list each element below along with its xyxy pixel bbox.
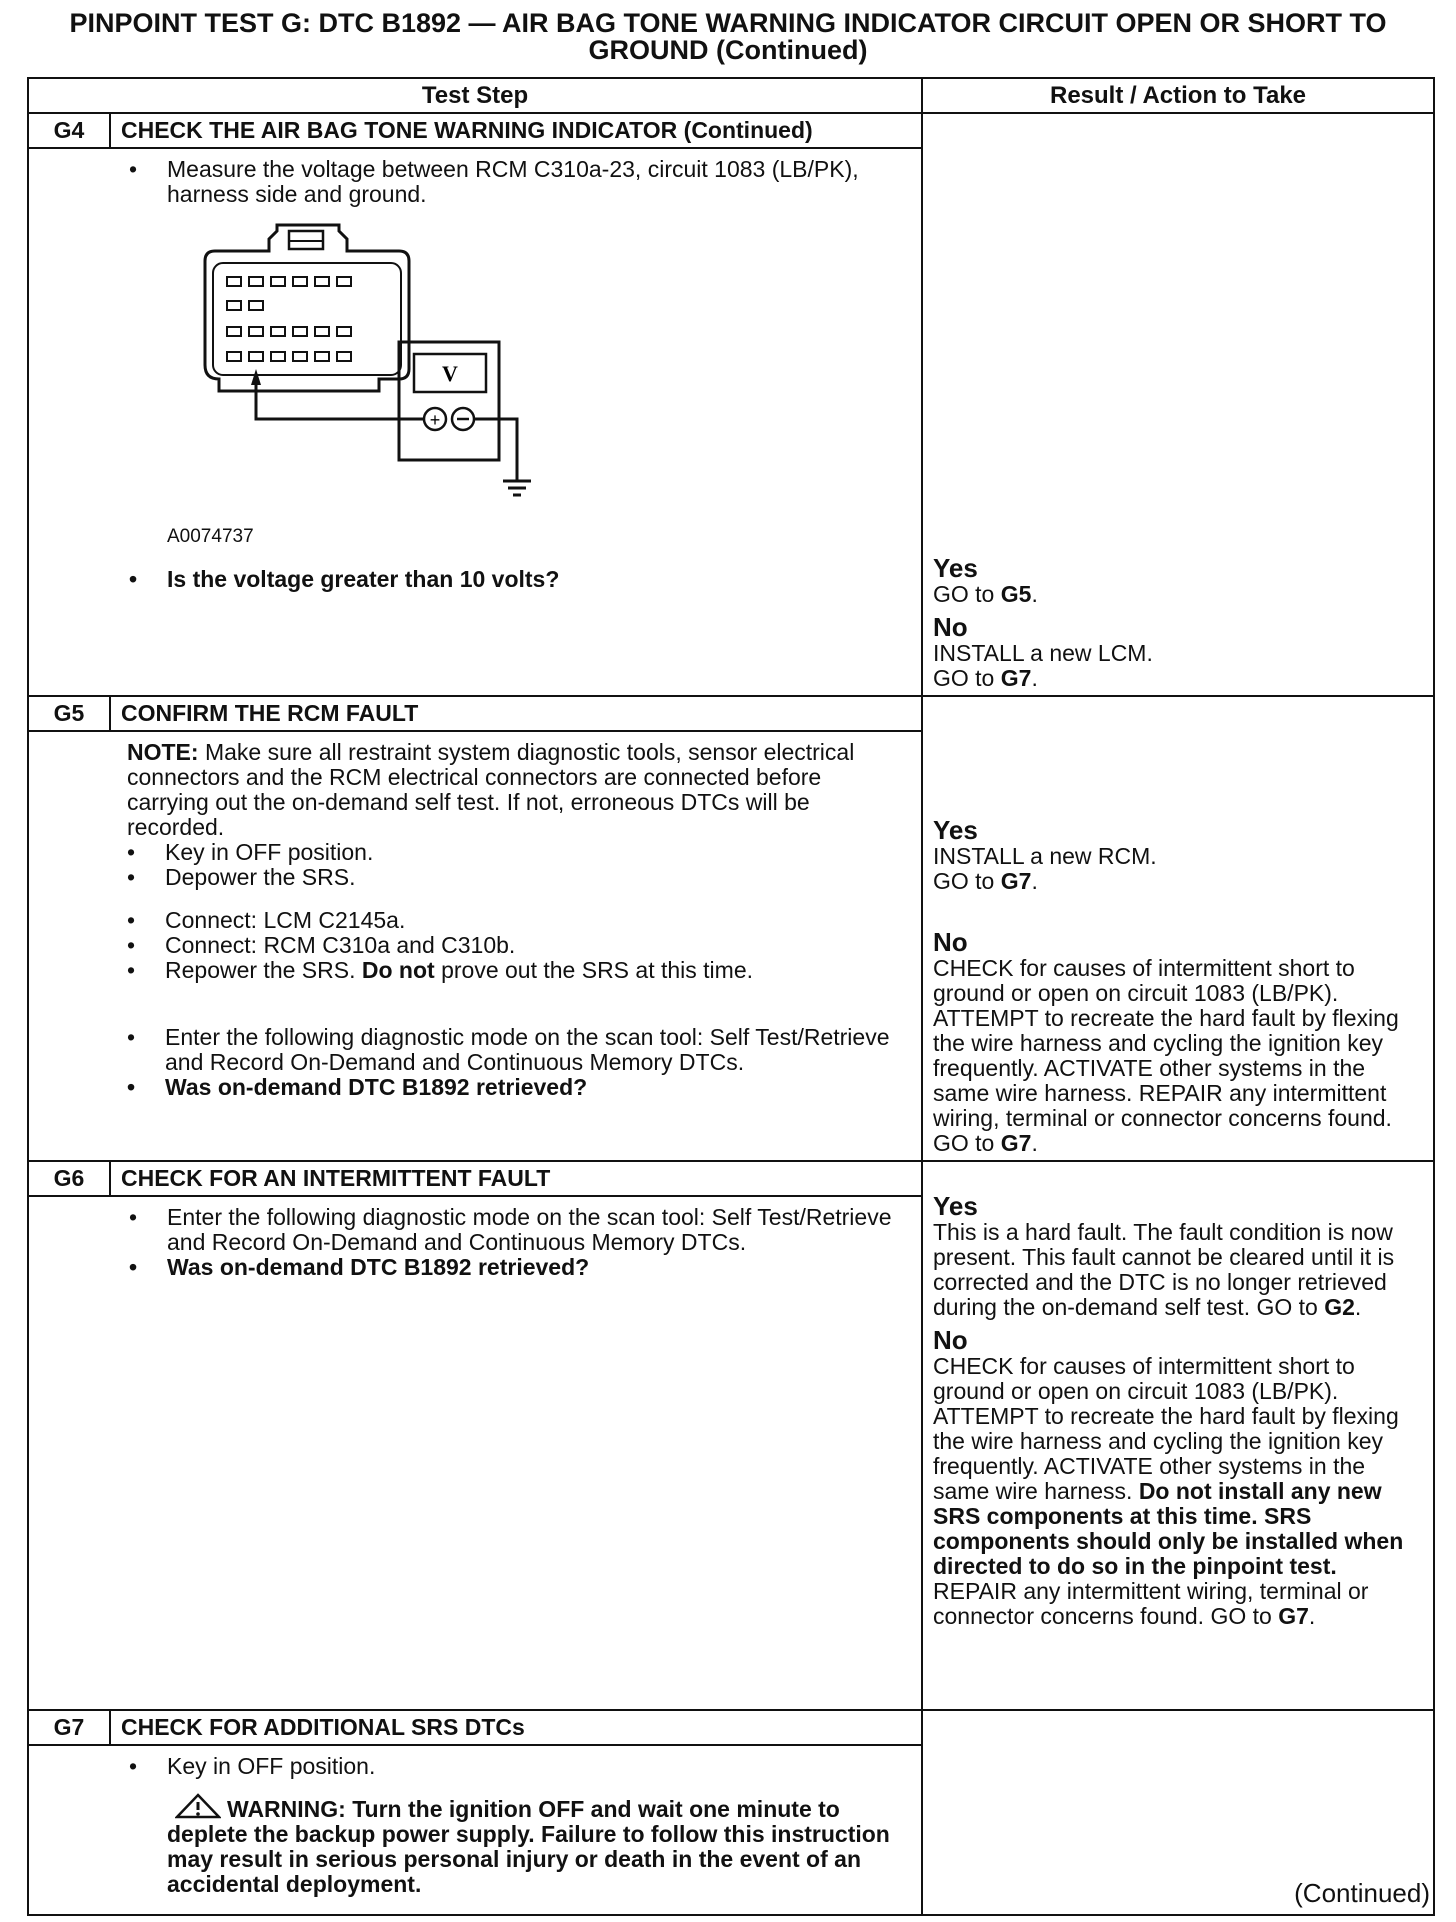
yes-action: GO to G5. [933, 581, 1038, 607]
title-line-2: GROUND (Continued) [588, 35, 868, 65]
yes-label: Yes [933, 815, 978, 845]
result-cell-g6 [922, 1161, 1434, 1710]
pinpoint-test-table [27, 77, 1435, 1916]
bullet: • Connect: LCM C2145a. [127, 908, 901, 933]
question-bullet: • Was on-demand DTC B1892 retrieved? [127, 1075, 901, 1100]
bullet: • Key in OFF position. [127, 840, 901, 865]
bullet: • Connect: RCM C310a and C310b. [127, 933, 901, 958]
bullet: • Key in OFF position. [129, 1754, 901, 1779]
step-body [28, 731, 922, 1161]
step-title: CHECK FOR ADDITIONAL SRS DTCs [110, 1710, 922, 1745]
page-title [20, 10, 1436, 64]
connector-voltmeter-diagram [199, 219, 679, 524]
title-line-1: PINPOINT TEST G: DTC B1892 — AIR BAG TONE WARNING INDICATOR CIRCUIT OPEN OR SHORT TO [69, 8, 1387, 38]
step-id: G4 [28, 113, 110, 148]
result-cell-g4 [922, 113, 1434, 696]
step-body [28, 148, 922, 696]
step-row-g7 [28, 1710, 1434, 1745]
table-header-row [28, 78, 1434, 113]
meter-label: V [442, 361, 458, 386]
step-id: G5 [28, 696, 110, 731]
step-title: CHECK THE AIR BAG TONE WARNING INDICATOR (Continued) [110, 113, 922, 148]
no-action-2: GO to G7. [933, 665, 1038, 691]
no-action: CHECK for causes of intermittent short to ground or open on circuit 1083 (LB/PK). ATTEMPT to recreate the hard fault by flexing the wire harness and cycling the ignition key frequently. ACTIVATE other systems in the same wire harness. REPAIR any intermittent wiring, terminal or connector concerns found. GO to G7. [933, 955, 1399, 1156]
warning-triangle-icon [175, 1793, 221, 1819]
yes-label: Yes [933, 553, 978, 583]
step-row-g4 [28, 113, 1434, 148]
no-label: No [933, 927, 968, 957]
no-action: CHECK for causes of intermittent short to ground or open on circuit 1083 (LB/PK). ATTEMPT to recreate the hard fault by flexing the wire harness and cycling the ignition key frequently. ACTIVATE other systems in the same wire harness. Do not install any new SRS components at this time. SRS components should only be installed when directed to do so in the pinpoint test. REPAIR any intermittent wiring, terminal or connector concerns found. GO to G7. [933, 1353, 1404, 1629]
svg-text:+: + [429, 410, 441, 430]
yes-action-1: INSTALL a new RCM. [933, 843, 1157, 869]
warning-text: WARNING: Turn the ignition OFF and wait one minute to deplete the backup power supply. Failure to follow this instruction may result in serious personal injury or death in the event of an accidental deployment. [129, 1793, 901, 1897]
question-bullet: • Was on-demand DTC B1892 retrieved? [129, 1255, 901, 1280]
step-body [28, 1745, 922, 1915]
bullet: • Repower the SRS. Do not prove out the SRS at this time. [127, 958, 901, 983]
no-action-1: INSTALL a new LCM. [933, 640, 1153, 666]
step-row-g5 [28, 696, 1434, 731]
bullet: • Enter the following diagnostic mode on the scan tool: Self Test/Retrieve and Record On-Demand and Continuous Memory DTCs. [127, 1025, 901, 1075]
question-bullet: • Is the voltage greater than 10 volts? [129, 567, 901, 592]
no-label: No [933, 1325, 968, 1355]
step-body [28, 1196, 922, 1710]
yes-label: Yes [933, 1191, 978, 1221]
yes-action-2: GO to G7. [933, 868, 1038, 894]
continued-label: (Continued) [1294, 1878, 1430, 1908]
step-title: CHECK FOR AN INTERMITTENT FAULT [110, 1161, 922, 1196]
step-id: G6 [28, 1161, 110, 1196]
bullet: • Measure the voltage between RCM C310a-23, circuit 1083 (LB/PK), harness side and ground. [129, 157, 901, 207]
bullet: • Enter the following diagnostic mode on the scan tool: Self Test/Retrieve and Record On-Demand and Continuous Memory DTCs. [129, 1205, 901, 1255]
no-label: No [933, 612, 968, 642]
step-title: CONFIRM THE RCM FAULT [110, 696, 922, 731]
figure-id: A0074737 [167, 526, 254, 547]
result-cell-g5 [922, 696, 1434, 1161]
note: NOTE: Make sure all restraint system diagnostic tools, sensor electrical connectors and the RCM electrical connectors are connected before carrying out the on-demand self test. If not, erroneous DTCs will be recorded. [127, 739, 855, 840]
header-result: Result / Action to Take [922, 78, 1434, 113]
header-test-step: Test Step [28, 78, 922, 113]
yes-action: This is a hard fault. The fault condition is now present. This fault cannot be cleared until it is corrected and the DTC is no longer retrieved during the on-demand self test. GO to G2. [933, 1219, 1395, 1320]
bullet: • Depower the SRS. [127, 865, 901, 890]
step-id: G7 [28, 1710, 110, 1745]
step-row-g6 [28, 1161, 1434, 1196]
